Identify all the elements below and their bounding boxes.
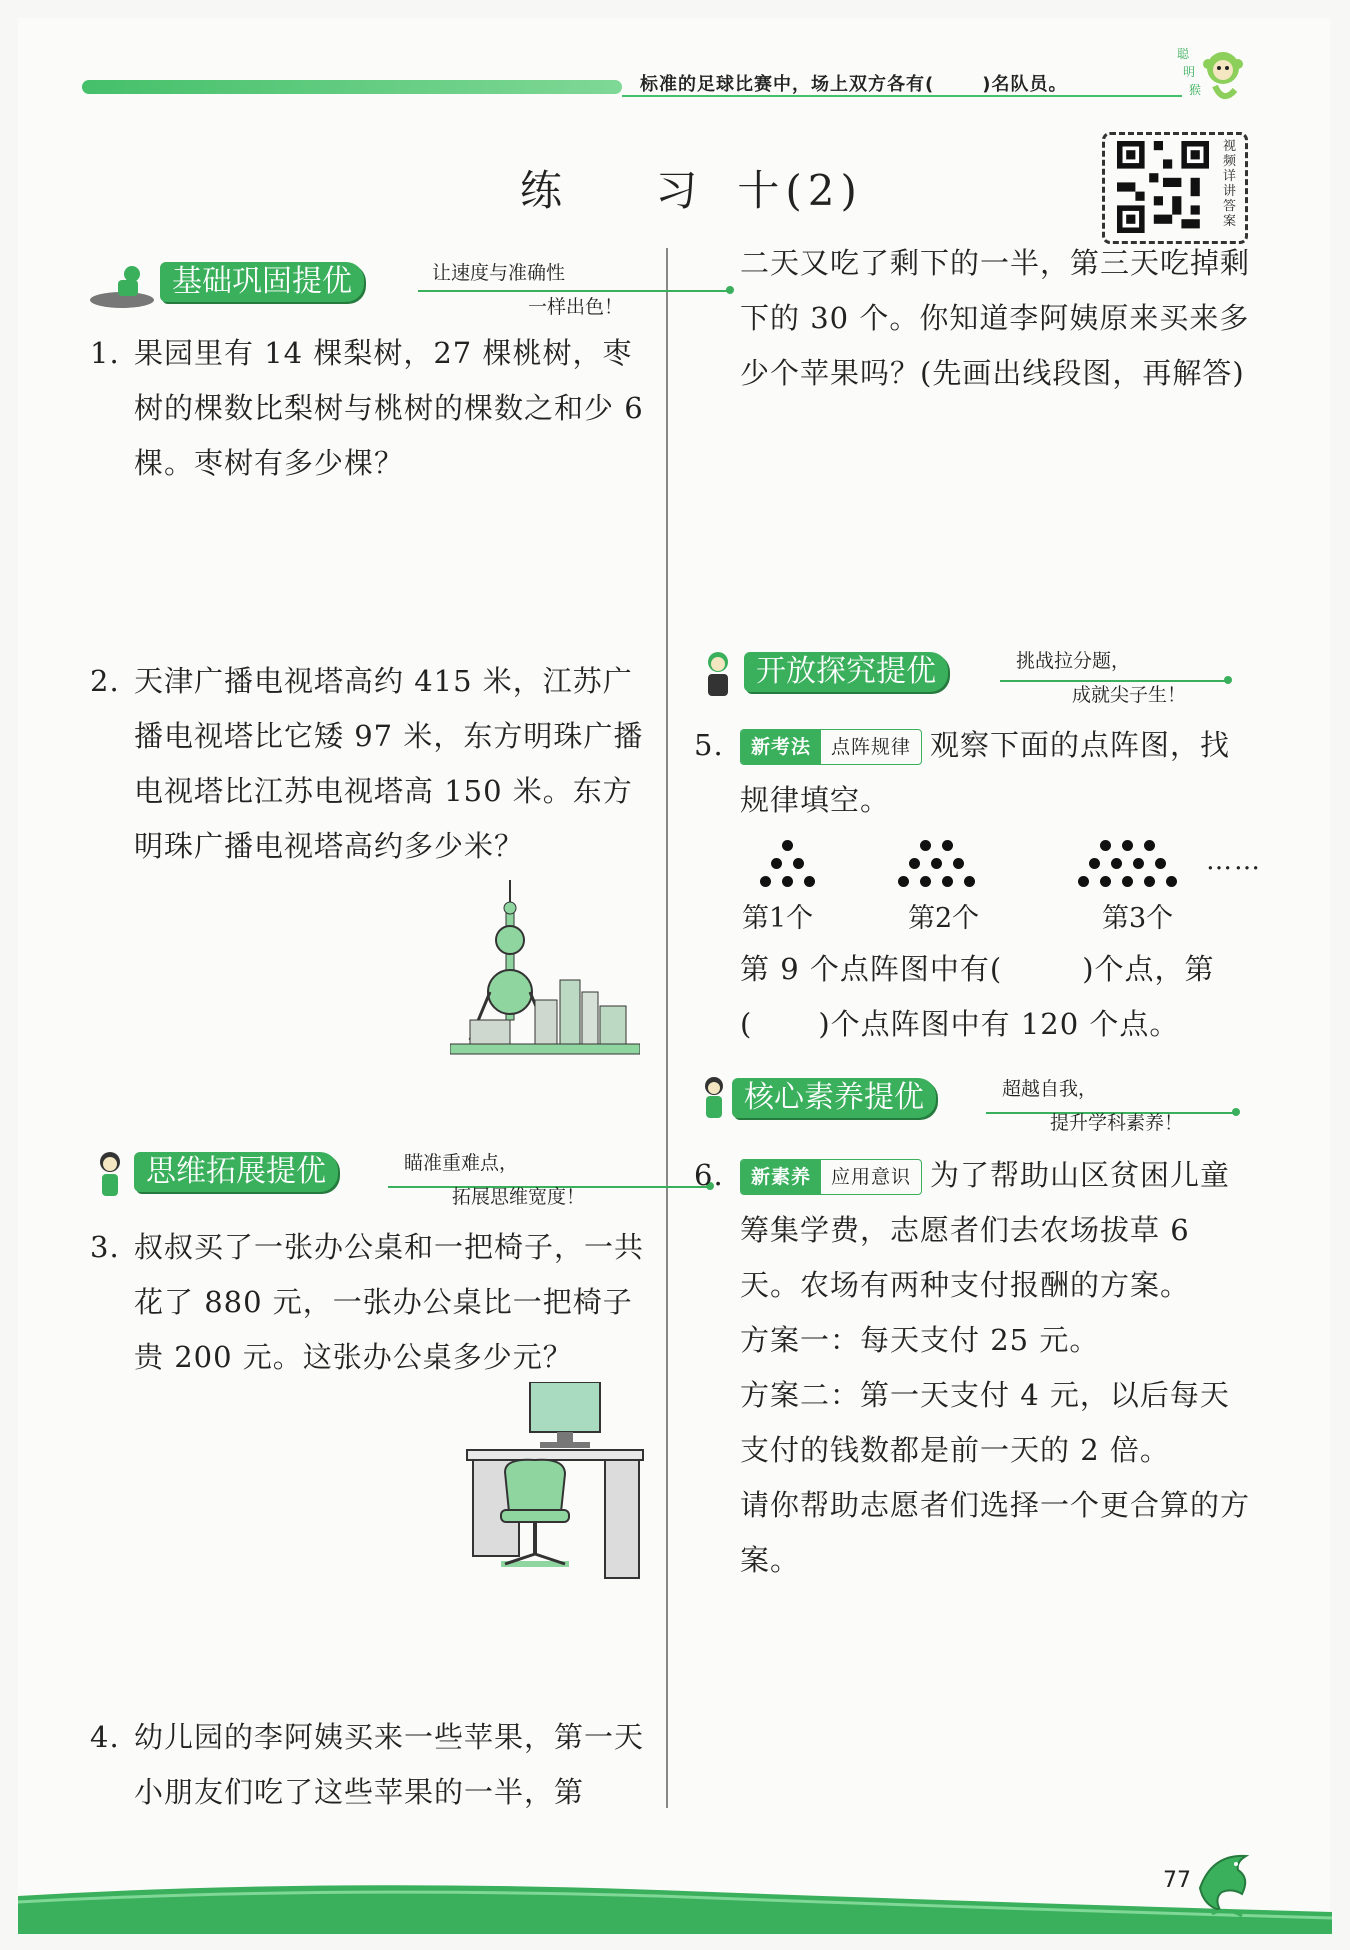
header-band (82, 80, 622, 94)
question-4 (90, 1710, 650, 1820)
banner-dot (1232, 1108, 1240, 1116)
runner-mascot-icon (694, 1074, 734, 1130)
section-thinking-title: 思维拓展提优 (134, 1152, 338, 1192)
skater-mascot-icon (88, 262, 158, 312)
section-thinking-slogan-2: 拓展思维宽度！ (452, 1186, 586, 1208)
title-main: 练 习 (520, 166, 738, 215)
tv-tower-illustration (450, 880, 640, 1060)
pattern-ellipsis: …… (1206, 846, 1262, 876)
riddle-text-after: )名队员。 (982, 74, 1068, 95)
title-suffix: 十(2) (737, 166, 863, 215)
question-6 (694, 1148, 1254, 1588)
question-4-text-continued: 二天又吃了剩下的一半，第三天吃掉剩下的 30 个。你知道李阿姨原来买来多少个苹果吗？(先画出线段图，再解答) (740, 246, 1251, 390)
question-5 (694, 718, 1254, 828)
question-number: 1. (90, 336, 120, 370)
question-2-text: 天津广播电视塔高约 415 米，江苏广播电视塔比它矮 97 米，东方明珠广播电视塔比江苏电视塔高 150 米。东方明珠广播电视塔高约多少米？ (134, 664, 644, 863)
section-basic-banner (88, 262, 648, 324)
question-6-tag (740, 1159, 922, 1195)
question-1-text: 果园里有 14 棵梨树，27 棵桃树，枣树的棵数比梨树与桃树的棵数之和少 6 棵。枣树有多少棵？ (134, 336, 644, 480)
question-3 (90, 1220, 650, 1385)
section-core-title: 核心素养提优 (732, 1078, 936, 1118)
section-core-slogan-2: 提升学科素养！ (1050, 1112, 1184, 1134)
pattern-label-2: 第2个 (908, 903, 980, 934)
tag-primary: 新素养 (741, 1160, 821, 1194)
header-rule (622, 95, 1182, 97)
riddle-text-before: 标准的足球比赛中，场上双方各有( (640, 74, 935, 95)
bottom-wave (18, 1872, 1332, 1934)
section-basic-title: 基础巩固提优 (160, 262, 364, 302)
question-4-text: 幼儿园的李阿姨买来一些苹果，第一天小朋友们吃了这些苹果的一半，第 (134, 1720, 645, 1809)
section-core-slogan-1: 超越自我， (1002, 1078, 1098, 1100)
question-5-tag (740, 729, 922, 765)
banner-dot (1224, 676, 1232, 684)
qr-code[interactable] (1102, 132, 1248, 244)
section-basic-slogan-2: 一样出色！ (528, 296, 624, 318)
section-core-banner (694, 1078, 1254, 1140)
question-5-text: 观察下面的点阵图，找规律填空。 (740, 728, 1231, 817)
pattern-label-3: 第3个 (1102, 903, 1174, 934)
mascot-label-1: 聪 (1177, 47, 1190, 61)
question-6-plan-1: 方案一：每天支付 25 元。 (740, 1323, 1100, 1357)
qr-label: 视频详讲答案 (1223, 139, 1237, 229)
dot-pattern-3 (1078, 840, 1188, 900)
question-number: 5. (694, 728, 724, 762)
blank-1-after: )个点，第 (1082, 952, 1215, 986)
question-6-text: 为了帮助山区贫困儿童筹集学费，志愿者们去农场拔草 6 天。农场有两种支付报酬的方案。 (740, 1158, 1231, 1302)
question-1 (90, 326, 650, 491)
banner-dot (726, 286, 734, 294)
blank-2-before: ( (740, 1007, 753, 1041)
office-desk-illustration (465, 1382, 645, 1582)
tag-secondary: 应用意识 (831, 1166, 912, 1188)
section-open-slogan-1: 挑战拉分题， (1016, 650, 1131, 672)
question-5-blanks (740, 942, 1260, 1052)
page-number: 77 (1163, 1868, 1191, 1893)
question-6-ask: 请你帮助志愿者们选择一个更合算的方案。 (740, 1488, 1251, 1577)
dot-pattern-2 (898, 840, 988, 900)
question-2 (90, 654, 650, 874)
tag-secondary: 点阵规律 (831, 736, 912, 758)
section-thinking-slogan-1: 瞄准重难点， (404, 1152, 519, 1174)
column-divider (666, 248, 668, 1808)
question-number: 3. (90, 1230, 120, 1264)
dot-pattern-1 (760, 840, 820, 900)
section-thinking-banner (88, 1152, 648, 1214)
page-title (520, 158, 863, 218)
header-riddle (640, 70, 1067, 96)
dot-pattern-row (730, 840, 1290, 934)
monkey-icon (1175, 44, 1247, 106)
question-number: 2. (90, 664, 120, 698)
question-number: 4. (90, 1720, 120, 1754)
tag-primary: 新考法 (741, 730, 821, 764)
question-3-text: 叔叔买了一张办公桌和一把椅子，一共花了 880 元，一张办公桌比一把椅子贵 200 元。这张办公桌多少元？ (134, 1230, 645, 1374)
pattern-label-1: 第1个 (742, 903, 814, 934)
mascot-label-3: 猴 (1189, 83, 1202, 97)
question-6-plan-2: 方案二：第一天支付 4 元，以后每天支付的钱数都是前一天的 2 倍。 (740, 1378, 1230, 1467)
mascot-label-2: 明 (1183, 65, 1196, 79)
section-basic-slogan-1: 让速度与准确性 (432, 262, 566, 284)
qr-code-icon (1113, 141, 1213, 233)
section-open-slogan-2: 成就尖子生！ (1072, 684, 1187, 706)
dolphin-icon (1192, 1848, 1262, 1920)
blank-1-before: 第 9 个点阵图中有( (740, 952, 1003, 986)
blank-2-after: )个点阵图中有 120 个点。 (818, 1007, 1180, 1041)
section-open-title: 开放探究提优 (744, 652, 948, 692)
explorer-mascot-icon (694, 648, 740, 704)
question-number: 6. (694, 1158, 724, 1192)
thinker-mascot-icon (88, 1148, 132, 1204)
section-open-banner (694, 652, 1254, 714)
